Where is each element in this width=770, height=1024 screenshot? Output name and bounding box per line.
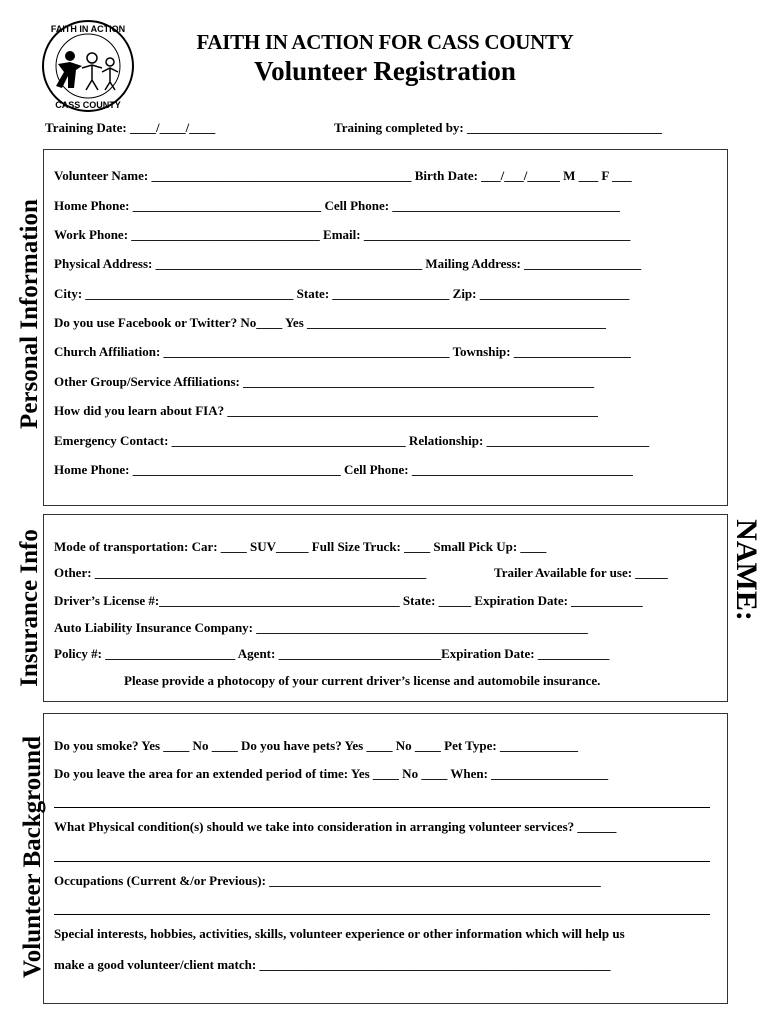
trailer-field[interactable]: Trailer Available for use: _____ [494,565,668,580]
emergency-contact-field[interactable]: Emergency Contact: ____________________________________ Relationship: _________________________ [54,433,650,448]
smoke-pets-field[interactable]: Do you smoke? Yes ____ No ____ Do you have pets? Yes ____ No ____ Pet Type: ____________ [54,738,578,753]
background-label: Volunteer Background [19,736,46,978]
svg-text:FAITH IN ACTION: FAITH IN ACTION [50,24,126,34]
leave-area-field[interactable]: Do you leave the area for an extended period of time: Yes ____ No ____ When: __________________ [54,766,609,781]
learn-about-fia-field[interactable]: How did you learn about FIA? _________________________________________________________ [54,403,598,418]
blank-line[interactable] [54,914,710,915]
other-affiliations-field[interactable]: Other Group/Service Affiliations: ______________________________________________________ [54,374,595,389]
church-affiliation-field[interactable]: Church Affiliation: ____________________________________________ Township: __________________ [54,344,631,359]
name-label: NAME: [730,519,763,621]
work-phone-field[interactable]: Work Phone: _____________________________ Email: _________________________________________ [54,227,631,242]
emergency-phone-field[interactable]: Home Phone: ________________________________ Cell Phone: __________________________________ [54,462,633,477]
volunteer-name-field[interactable]: Volunteer Name: ________________________________________ Birth Date: ___/___/_____ M ___ F ___ [54,168,632,183]
training-date-field[interactable]: Training Date: ____/____/____ [45,120,216,135]
special-interests-text: Special interests, hobbies, activities, skills, volunteer experience or other information which will help us [54,926,625,941]
org-title: FAITH IN ACTION FOR CASS COUNTY [196,30,574,54]
insurance-info-label: Insurance Info [16,529,43,687]
insurance-note: Please provide a photocopy of your current driver’s license and automobile insurance. [124,673,601,688]
transport-mode-field[interactable]: Mode of transportation: Car: ____ SUV_____ Full Size Truck: ____ Small Pick Up: ____ [54,539,547,554]
blank-line[interactable] [54,807,710,808]
auto-insurance-company-field[interactable]: Auto Liability Insurance Company: ___________________________________________________ [54,620,588,635]
physical-condition-field[interactable]: What Physical condition(s) should we take into consideration in arranging volunteer services? ______ [54,819,617,834]
city-state-zip-field[interactable]: City: ________________________________ State: __________________ Zip: _______________________ [54,286,630,301]
svg-text:CASS COUNTY: CASS COUNTY [55,100,121,110]
personal-info-label: Personal Information [16,199,43,429]
social-media-field[interactable]: Do you use Facebook or Twitter? No____ Yes ______________________________________________ [54,315,607,330]
faith-in-action-logo [40,18,136,114]
address-field[interactable]: Physical Address: _________________________________________ Mailing Address: __________________ [54,256,642,271]
drivers-license-field[interactable]: Driver’s License #:_____________________________________ State: _____ Expiration Date: ___________ [54,593,643,608]
occupations-field[interactable]: Occupations (Current &/or Previous): ___________________________________________________ [54,873,601,888]
form-title: Volunteer Registration [254,56,516,86]
policy-field[interactable]: Policy #: ____________________ Agent: _________________________Expiration Date: ___________ [54,646,610,661]
blank-line[interactable] [54,861,710,862]
other-transport-field[interactable]: Other: ___________________________________________________ [54,565,427,580]
home-phone-field[interactable]: Home Phone: _____________________________ Cell Phone: ___________________________________ [54,198,620,213]
volunteer-match-field[interactable]: make a good volunteer/client match: ______________________________________________________ [54,957,611,972]
training-completed-by-field[interactable]: Training completed by: ______________________________ [334,120,663,135]
